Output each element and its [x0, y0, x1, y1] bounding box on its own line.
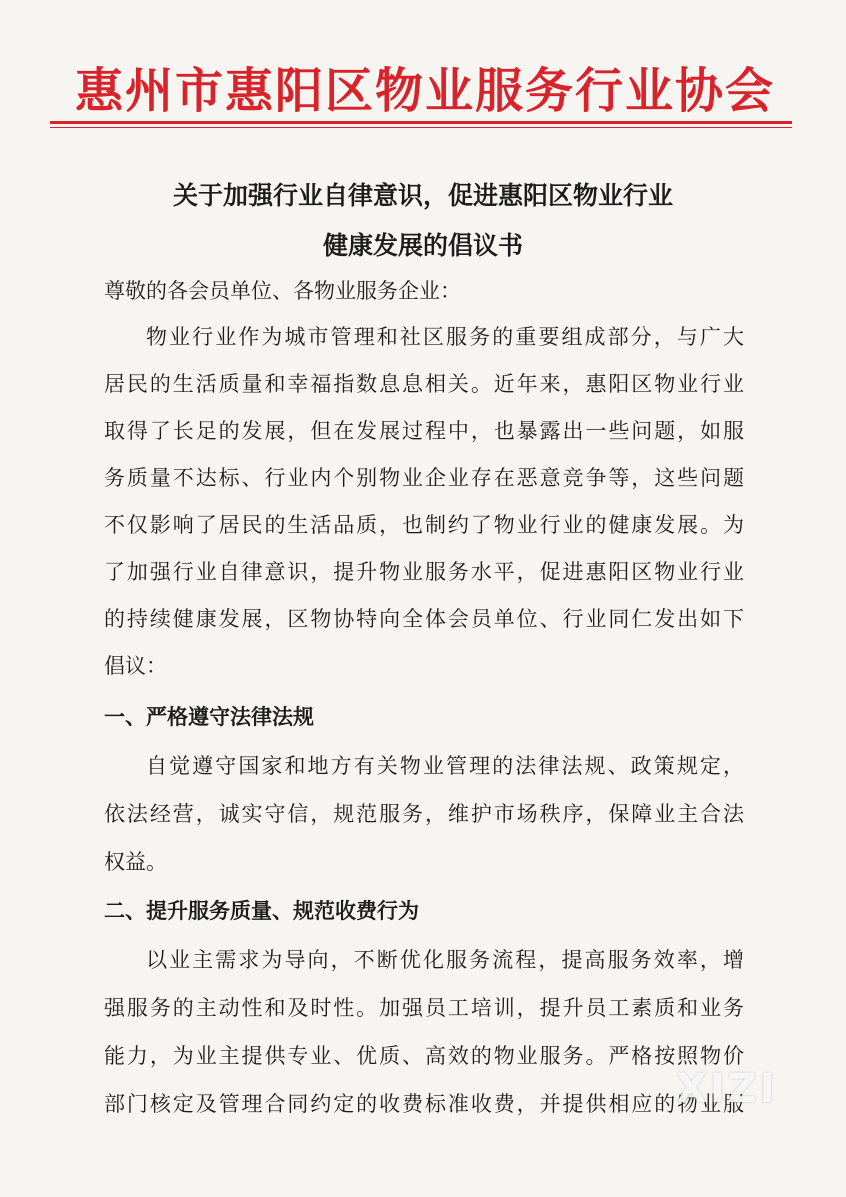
intro-paragraph-line: 了加强行业自律意识，提升物业服务水平，促进惠阳区物业行业	[104, 560, 744, 584]
section-heading-1: 一、严格遵守法律法规	[104, 705, 314, 729]
intro-paragraph-line: 取得了长足的发展，但在发展过程中，也暴露出一些问题，如服	[104, 419, 744, 443]
document-title-line-1: 关于加强行业自律意识，促进惠阳区物业行业	[172, 181, 673, 210]
intro-paragraph-line: 务质量不达标、行业内个别物业企业存在恶意竞争等，这些问题	[104, 466, 744, 490]
section-heading-2: 二、提升服务质量、规范收费行为	[104, 899, 419, 923]
intro-paragraph-line: 不仅影响了居民的生活品质，也制约了物业行业的健康发展。为	[104, 513, 744, 537]
section-2-line: 能力，为业主提供专业、优质、高效的物业服务。严格按照物价	[104, 1044, 744, 1068]
letterhead-rule-thick	[50, 121, 792, 124]
intro-paragraph-line: 的持续健康发展，区物协特向全体会员单位、行业同仁发出如下	[104, 607, 744, 631]
section-2-line: 以业主需求为导向，不断优化服务流程，提高服务效率，增	[146, 948, 744, 972]
section-1-line: 权益。	[104, 850, 167, 874]
letterhead-rule-thin	[50, 127, 792, 128]
intro-paragraph-line: 居民的生活质量和幸福指数息息相关。近年来，惠阳区物业行业	[104, 372, 744, 396]
intro-paragraph-line: 物业行业作为城市管理和社区服务的重要组成部分，与广大	[146, 325, 744, 349]
section-1-line: 依法经营，诚实守信，规范服务，维护市场秩序，保障业主合法	[104, 802, 744, 826]
section-2-line: 强服务的主动性和及时性。加强员工培训，提升员工素质和业务	[104, 996, 744, 1020]
section-1-line: 自觉遵守国家和地方有关物业管理的法律法规、政策规定，	[146, 754, 744, 778]
section-2-line: 部门核定及管理合同约定的收费标准收费，并提供相应的物业服	[104, 1092, 744, 1116]
document-title-line-2: 健康发展的倡议书	[322, 231, 523, 260]
intro-paragraph-line: 倡议：	[104, 654, 167, 678]
salutation: 尊敬的各会员单位、各物业服务企业：	[104, 279, 461, 303]
watermark-text: XIZI	[676, 1066, 778, 1112]
letterhead-org-name: 惠州市惠阳区物业服务行业协会	[74, 63, 775, 119]
